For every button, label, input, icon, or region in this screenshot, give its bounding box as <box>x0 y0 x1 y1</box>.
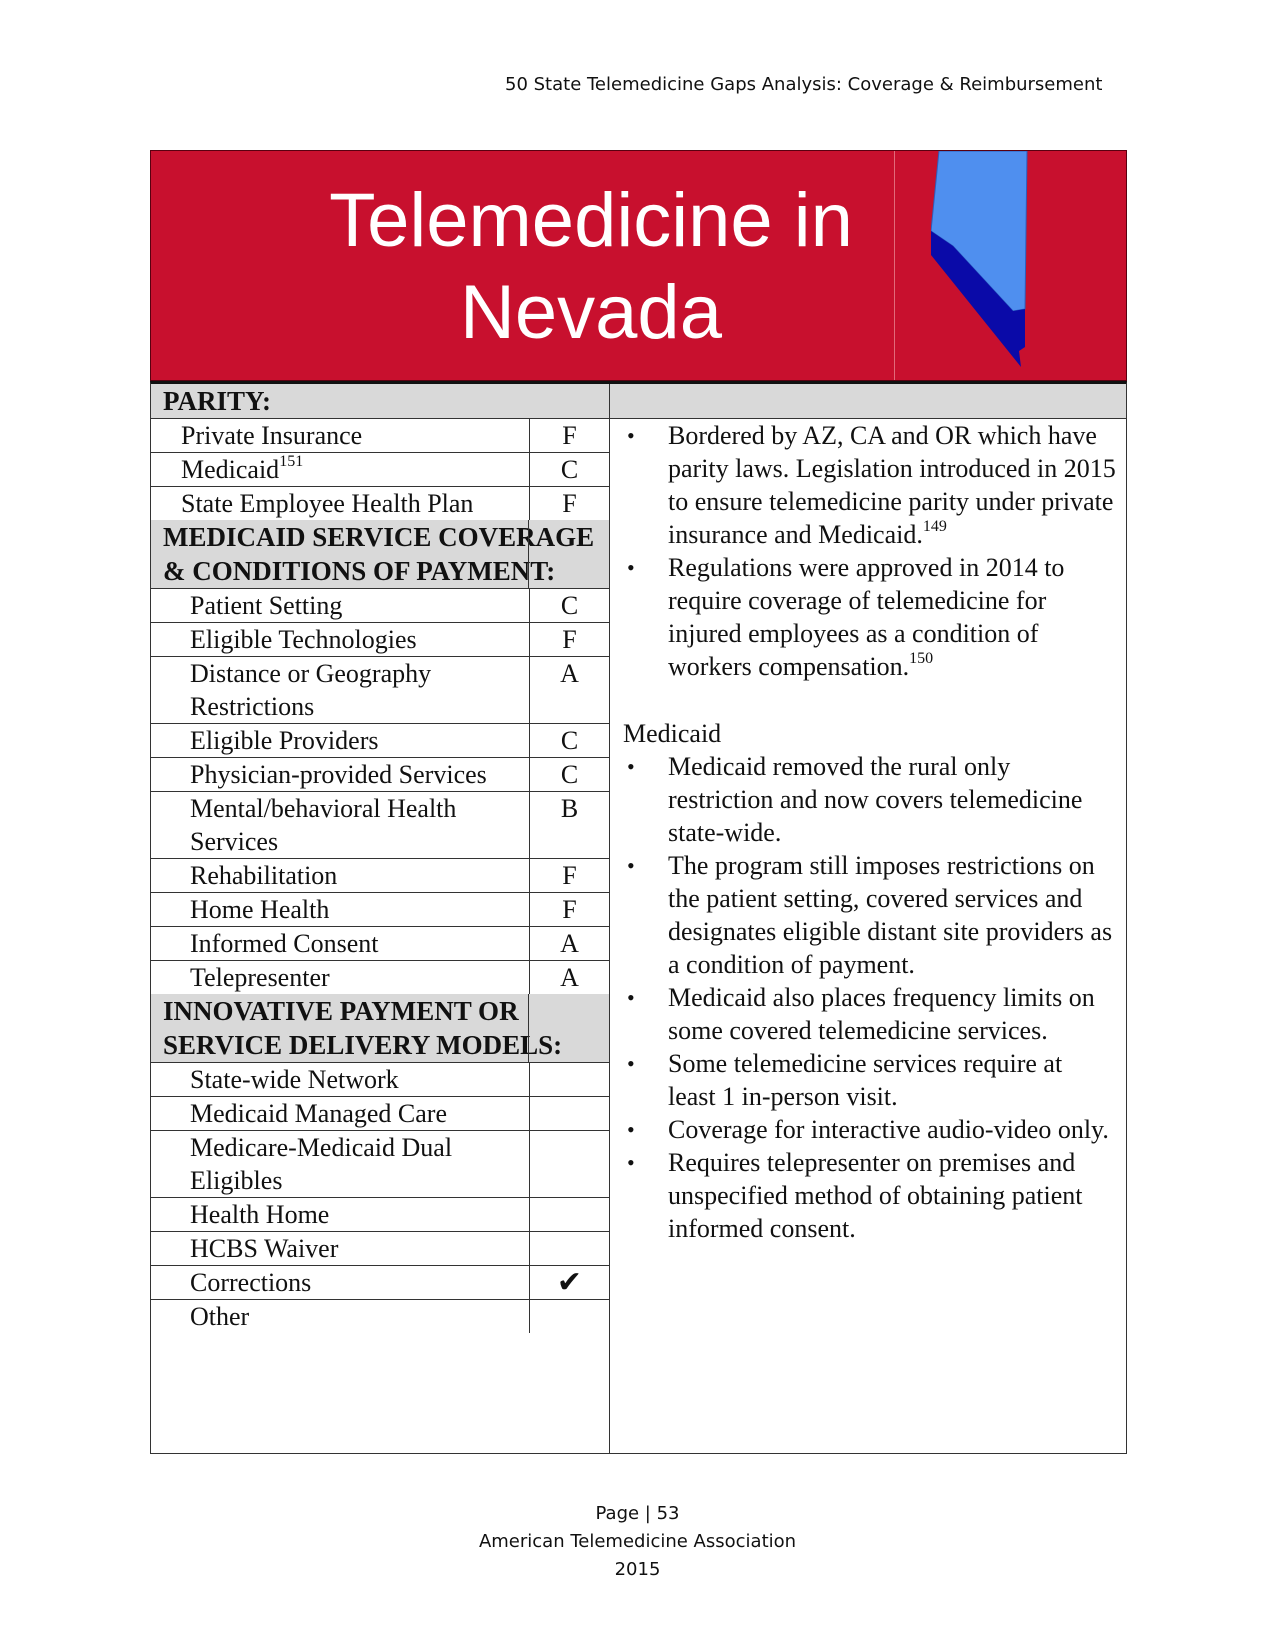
grade-cell: C <box>529 453 609 486</box>
grade-row <box>151 893 609 927</box>
grade-cell: F <box>529 893 609 926</box>
grade-cell <box>529 1198 609 1231</box>
grade-row <box>151 1063 609 1097</box>
grade-row <box>151 1097 609 1131</box>
grade-row-label <box>151 1097 529 1130</box>
note-text: Requires telepresenter on premises and unspecified method of obtaining patient informed consent. <box>668 1148 1083 1243</box>
note-text: Regulations were approved in 2014 to require coverage of telemedicine for injured employees as a condition of workers compensation. <box>668 553 1065 681</box>
grade-row <box>151 487 609 520</box>
grade-row-label <box>151 1232 529 1265</box>
grade-row-label <box>151 487 529 520</box>
note-text: Bordered by AZ, CA and OR which have parity laws. Legislation introduced in 2015 to ensure telemedicine parity under private insurance and Medicaid. <box>668 421 1116 549</box>
grade-row <box>151 1131 609 1198</box>
note-bullet <box>623 1113 1116 1146</box>
grade-row <box>151 453 609 487</box>
grade-cell <box>529 1131 609 1197</box>
note-text: Some telemedicine services require at least 1 in-person visit. <box>668 1049 1063 1111</box>
note-bullet <box>623 1047 1116 1113</box>
grade-cell: A <box>529 961 609 994</box>
banner-divider <box>894 151 895 380</box>
grade-cell: A <box>529 657 609 723</box>
banner-title-line-2: Nevada <box>460 270 722 355</box>
bullet-icon: • <box>627 423 635 448</box>
note-bullet <box>623 981 1116 1047</box>
page-footer <box>0 1500 1275 1584</box>
grade-row-label <box>151 758 529 791</box>
page-number: Page | 53 <box>595 1503 680 1524</box>
grade-row-label-text: Private Insurance <box>181 421 363 450</box>
grade-cell <box>529 1300 609 1333</box>
grade-cell: B <box>529 792 609 858</box>
section-heading-innovative <box>151 994 609 1063</box>
grade-row-label <box>151 1198 529 1231</box>
banner-title <box>171 175 1011 359</box>
grade-row-label-text: Rehabilitation <box>190 861 338 890</box>
footer-organization: American Telemedicine Association <box>478 1531 797 1552</box>
grade-row-label-text: Medicaid Managed Care <box>190 1099 448 1128</box>
grade-cell: A <box>529 927 609 960</box>
grade-row-label-text: Patient Setting <box>190 591 343 620</box>
grade-row-label-text: Other <box>190 1302 250 1331</box>
grade-cell: F <box>529 623 609 656</box>
grade-row <box>151 724 609 758</box>
note-text: The program still imposes restrictions on the patient setting, covered services and designates eligible distant site providers as a condition of payment. <box>668 851 1113 979</box>
note-bullet <box>623 750 1116 849</box>
grade-row-label-text: Informed Consent <box>190 929 379 958</box>
medicaid-notes-list <box>623 750 1116 1245</box>
bullet-icon: • <box>627 1117 635 1142</box>
grade-row-label-text: HCBS Waiver <box>190 1234 339 1263</box>
notes-header-band <box>610 384 1126 419</box>
note-bullet <box>623 849 1116 981</box>
footnote-marker: 151 <box>279 453 304 470</box>
grade-row <box>151 1300 609 1333</box>
checkmark-icon: ✔ <box>529 1266 609 1299</box>
grade-row <box>151 419 609 453</box>
section-heading-medicaid <box>151 520 609 589</box>
grade-row-label-text: Eligible Providers <box>190 726 379 755</box>
grade-row-label <box>151 859 529 892</box>
grade-row-label <box>151 1131 529 1197</box>
bullet-icon: • <box>627 1150 635 1175</box>
bullet-icon: • <box>627 1051 635 1076</box>
note-text: Coverage for interactive audio-video only. <box>668 1115 1109 1144</box>
grade-row-label <box>151 1266 529 1299</box>
summary-grid <box>150 381 1127 1454</box>
grade-cell <box>529 1097 609 1130</box>
grade-row-label-text: Telepresenter <box>190 963 330 992</box>
section-heading-innovative-text: INNOVATIVE PAYMENT OR SERVICE DELIVERY MODELS: <box>163 996 563 1060</box>
grades-column <box>151 384 609 1333</box>
grade-row-label-text: Physician-provided Services <box>190 760 487 789</box>
grade-row <box>151 961 609 994</box>
note-text: Medicaid removed the rural only restriction and now covers telemedicine state-wide. <box>668 752 1083 847</box>
grade-row <box>151 1232 609 1266</box>
state-banner <box>150 150 1127 381</box>
grade-cell: C <box>529 758 609 791</box>
grade-row-label-text: Home Health <box>190 895 330 924</box>
grade-row <box>151 1198 609 1232</box>
grade-row <box>151 792 609 859</box>
grade-row-label <box>151 893 529 926</box>
grade-cell: C <box>529 724 609 757</box>
grade-cell: F <box>529 859 609 892</box>
grade-row-label <box>151 657 529 723</box>
grade-row <box>151 623 609 657</box>
bullet-icon: • <box>627 754 635 779</box>
note-bullet <box>623 419 1116 551</box>
grade-row-label <box>151 419 529 452</box>
footer-year: 2015 <box>614 1559 661 1580</box>
grade-row-label-text: State Employee Health Plan <box>181 489 474 518</box>
grade-row <box>151 657 609 724</box>
grade-row-label <box>151 1063 529 1096</box>
grade-row-label-text: Health Home <box>190 1200 330 1229</box>
medicaid-notes-heading: Medicaid <box>623 719 722 748</box>
grade-cell: F <box>529 419 609 452</box>
grade-row-label-text: Eligible Technologies <box>190 625 417 654</box>
grade-row-label-text: Distance or Geography Restrictions <box>190 659 432 721</box>
grade-row <box>151 758 609 792</box>
column-divider <box>609 384 610 1453</box>
running-header: 50 State Telemedicine Gaps Analysis: Coverage & Reimbursement <box>505 74 1103 95</box>
grade-row-label <box>151 724 529 757</box>
grade-row-label-text: Medicare-Medicaid Dual Eligibles <box>190 1133 453 1195</box>
notes-column <box>611 419 1126 1245</box>
grade-row-label <box>151 1300 529 1333</box>
note-text: Medicaid also places frequency limits on some covered telemedicine services. <box>668 983 1095 1045</box>
bullet-icon: • <box>627 985 635 1010</box>
grade-row-label <box>151 589 529 622</box>
grade-row-label <box>151 623 529 656</box>
section-heading-medicaid-text: MEDICAID SERVICE COVERAGE & CONDITIONS OF PAYMENT: <box>163 522 595 586</box>
grade-row-label <box>151 453 529 486</box>
grade-row <box>151 859 609 893</box>
bullet-icon: • <box>627 555 635 580</box>
grade-row <box>151 589 609 623</box>
grade-cell: C <box>529 589 609 622</box>
grade-cell <box>529 1063 609 1096</box>
grade-row <box>151 927 609 961</box>
banner-title-line-1: Telemedicine in <box>329 178 853 263</box>
grade-row-label-text: Medicaid <box>181 455 280 484</box>
bullet-icon: • <box>627 853 635 878</box>
note-bullet <box>623 551 1116 683</box>
footnote-marker: 150 <box>909 650 934 667</box>
grade-row-label <box>151 927 529 960</box>
grade-row-label-text: State-wide Network <box>190 1065 399 1094</box>
grade-cell <box>529 1232 609 1265</box>
nevada-state-map-icon <box>931 151 1121 381</box>
parity-notes-list <box>623 419 1116 683</box>
grade-row-label <box>151 961 529 994</box>
grade-cell: F <box>529 487 609 520</box>
footnote-marker: 149 <box>922 518 947 535</box>
section-heading-parity: PARITY: <box>151 384 609 419</box>
grade-row-label-text: Mental/behavioral Health Services <box>190 794 457 856</box>
note-bullet <box>623 1146 1116 1245</box>
grade-row-label <box>151 792 529 858</box>
grade-row-label-text: Corrections <box>190 1268 312 1297</box>
grade-row <box>151 1266 609 1300</box>
